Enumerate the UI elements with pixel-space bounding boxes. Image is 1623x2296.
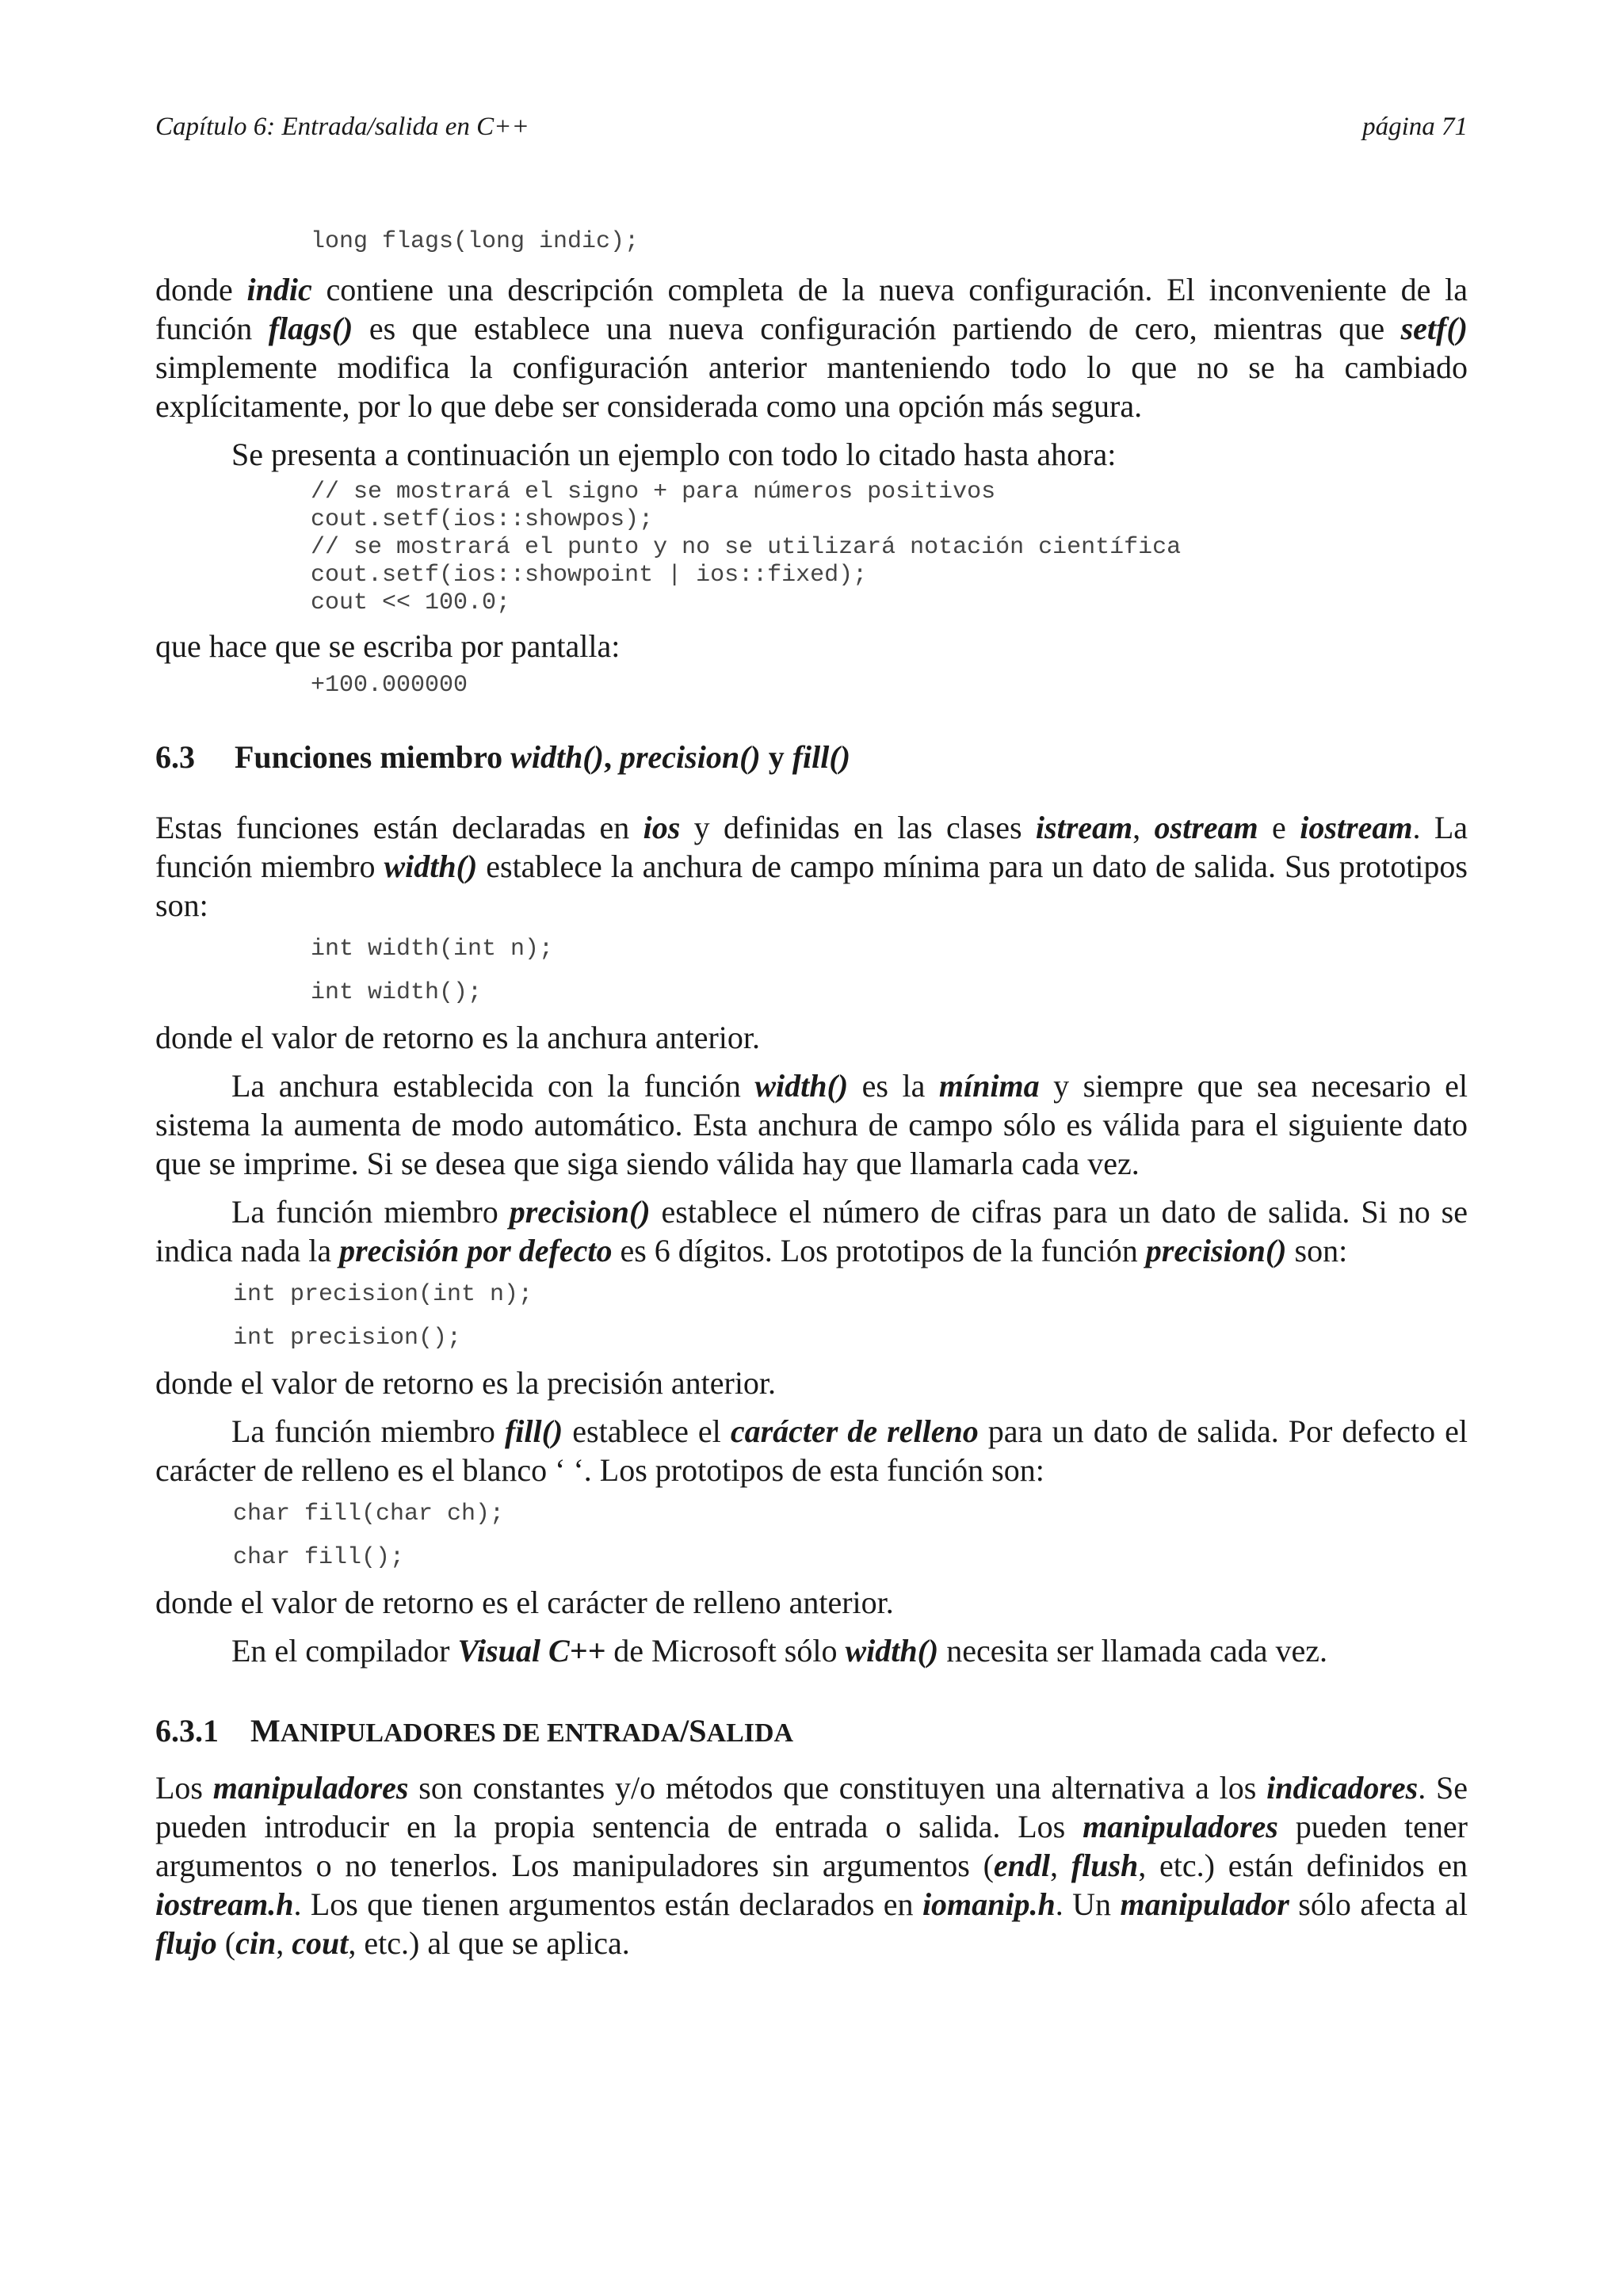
- paragraph-example-intro: Se presenta a continuación un ejemplo con todo lo citado hasta ahora:: [231, 437, 1117, 472]
- paragraph-fill-return: donde el valor de retorno es el carácter de relleno anterior.: [155, 1585, 894, 1620]
- page-number: página 71: [1362, 113, 1468, 141]
- paragraph-precision: La función miembro precision() establece el número de cifras para un dato de salida. Si no se indica nada la precisión por defecto es 6 dígitos. Los prototipos de la función precision() son:: [155, 1194, 1468, 1268]
- paragraph-precision-return: donde el valor de retorno es la precisión anterior.: [155, 1365, 777, 1401]
- page-header: [155, 113, 1468, 147]
- page-body: [155, 228, 1468, 1962]
- code-fill-prototype-1: char fill(char ch);: [233, 1501, 505, 1527]
- paragraph-output-intro: que hace que se escriba por pantalla:: [155, 628, 621, 664]
- code-width-prototype-2: int width();: [311, 979, 483, 1006]
- paragraph-width-minimum: La anchura establecida con la función width() es la mínima y siempre que sea necesario el sistema la aumenta de modo automático. Esta anchura de campo sólo es válida para el siguiente dato que se imprime. Si se desea que siga siendo válida hay que llamarla cada vez.: [155, 1068, 1468, 1181]
- paragraph-visual-cpp: En el compilador Visual C++ de Microsoft sólo width() necesita ser llamada cada vez.: [231, 1633, 1328, 1669]
- code-line: cout << 100.0;: [311, 589, 511, 616]
- chapter-title: Capítulo 6: Entrada/salida en C++: [155, 113, 529, 141]
- code-block-example: [155, 479, 1468, 617]
- subsection-heading: 6.3.1 MANIPULADORES DE ENTRADA/SALIDA: [155, 1713, 794, 1749]
- code-line: cout.setf(ios::showpos);: [311, 506, 654, 533]
- code-precision-prototype-2: int precision();: [233, 1325, 462, 1352]
- code-line: // se mostrará el punto y no se utilizará notación científica: [311, 534, 1182, 561]
- code-flags-prototype: long flags(long indic);: [311, 228, 640, 255]
- paragraph-fill: La función miembro fill() establece el carácter de relleno para un dato de salida. Por defecto el carácter de relleno es el blanco ‘ ‘. Los prototipos de esta función son:: [155, 1413, 1468, 1488]
- code-line: cout.setf(ios::showpoint | ios::fixed);: [311, 562, 868, 589]
- paragraph-manipulators: Los manipuladores son constantes y/o métodos que constituyen una alternativa a los indicadores. Se pueden introducir en la propia sentencia de entrada o salida. Los manipuladores pueden tener argumentos o no tenerlos. Los manipuladores sin argumentos (endl, flush, etc.) están definidos en iostream.h. Los que tienen argumentos están declarados en iomanip.h. Un manipulador sólo afecta al flujo (cin, cout, etc.) al que se aplica.: [155, 1770, 1468, 1961]
- code-fill-prototype-2: char fill();: [233, 1544, 405, 1571]
- paragraph-width-return: donde el valor de retorno es la anchura anterior.: [155, 1020, 761, 1055]
- code-precision-prototype-1: int precision(int n);: [233, 1281, 533, 1308]
- paragraph-flags: donde indic contiene una descripción completa de la nueva configuración. El inconveniente de la función flags() es que establece una nueva configuración partiendo de cero, mientras que setf() simplemente modifica la configuración anterior manteniendo todo lo que no se ha cambiado explícitamente, por lo que debe ser considerada como una opción más segura.: [155, 272, 1468, 424]
- code-output: +100.000000: [311, 672, 468, 699]
- code-width-prototype-1: int width(int n);: [311, 936, 554, 963]
- paragraph-functions: Estas funciones están declaradas en ios y definidas en las clases istream, ostream e iostream. La función miembro width() establece la anchura de campo mínima para un dato de salida. Sus prototipos son:: [155, 810, 1468, 923]
- section-heading: 6.3 Funciones miembro width(), precision() y fill(): [155, 739, 851, 775]
- code-line: // se mostrará el signo + para números positivos: [311, 479, 996, 505]
